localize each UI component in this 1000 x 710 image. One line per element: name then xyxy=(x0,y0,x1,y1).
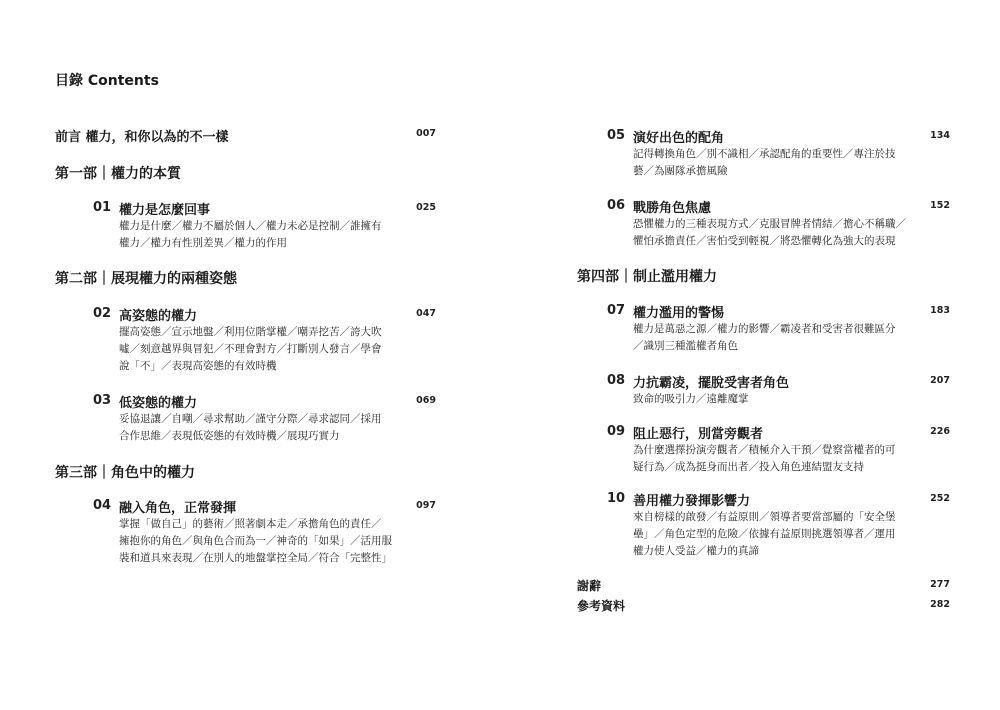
chapter-number: 10 xyxy=(607,491,626,506)
chapter-desc-line: 來自榜樣的啟發／有益原則／領導者要當部屬的「安全堡 xyxy=(633,511,896,523)
chapter-title: 阻止惡行，別當旁觀者 xyxy=(633,427,764,442)
toc-title: 目錄 Contents xyxy=(55,73,159,89)
preface-title: 前言 權力，和你以為的不一樣 xyxy=(55,130,229,145)
preface-page: 007 xyxy=(416,128,436,139)
chapter-desc-line: 噓／刻意越界與冒犯／不理會對方／打斷別人發言／學會 xyxy=(119,343,382,355)
chapter-desc-line: 擺高姿態／宣示地盤／利用位階掌權／嘲弄挖苦／誇大吹 xyxy=(119,326,382,338)
chapter-number: 07 xyxy=(607,303,626,318)
chapter-page: 183 xyxy=(930,305,950,316)
chapter-desc-line: 懼怕承擔責任／害怕受到輕視／將恐懼轉化為強大的表現 xyxy=(633,235,896,247)
part-heading: 第一部｜權力的本質 xyxy=(55,166,181,182)
chapter-title: 高姿態的權力 xyxy=(119,309,198,324)
chapter-number: 05 xyxy=(607,128,626,143)
chapter-title: 權力濫用的警惕 xyxy=(633,306,725,321)
chapter-page: 152 xyxy=(930,200,950,211)
acknowledgements-title: 謝辭 xyxy=(577,579,602,593)
chapter-page: 134 xyxy=(930,130,950,141)
chapter-number: 01 xyxy=(93,200,112,215)
part-heading: 第二部｜展現權力的兩種姿態 xyxy=(55,271,237,287)
chapter-number: 02 xyxy=(93,306,112,321)
chapter-desc-line: 擁抱你的角色／與角色合而為一／神奇的「如果」／活用服 xyxy=(119,535,392,547)
chapter-desc-line: 壘」／角色定型的危險／依據有益原則挑選領導者／運用 xyxy=(633,528,896,540)
chapter-desc-line: 權力／權力有性別差異／權力的作用 xyxy=(119,237,287,249)
chapter-desc-line: 為什麼選擇扮演旁觀者／積極介入干預／覺察當權者的可 xyxy=(633,444,896,456)
chapter-page: 047 xyxy=(416,308,436,319)
chapter-desc-line: 妥協退讓／自嘲／尋求幫助／謹守分際／尋求認同／採用 xyxy=(119,413,382,425)
part-heading: 第四部｜制止濫用權力 xyxy=(577,269,717,285)
acknowledgements-page: 277 xyxy=(930,579,950,590)
chapter-desc-line: 致命的吸引力／遠離魔掌 xyxy=(633,393,749,405)
chapter-page: 025 xyxy=(416,202,436,213)
chapter-number: 09 xyxy=(607,424,626,439)
chapter-page: 069 xyxy=(416,395,436,406)
chapter-desc-line: 權力使人受益／權力的真諦 xyxy=(633,545,759,557)
chapter-number: 08 xyxy=(607,373,626,388)
chapter-page: 226 xyxy=(930,426,950,437)
chapter-title: 戰勝角色焦慮 xyxy=(633,201,712,216)
references-page: 282 xyxy=(930,599,950,610)
chapter-page: 207 xyxy=(930,375,950,386)
chapter-desc-line: 說「不」／表現高姿態的有效時機 xyxy=(119,360,277,372)
chapter-title: 力抗霸凌，擺脫受害者角色 xyxy=(633,376,790,391)
chapter-desc-line: 記得轉換角色／別不識相／承認配角的重要性／專注於技 xyxy=(633,148,896,160)
chapter-desc-line: 合作思維／表現低姿態的有效時機／展現巧實力 xyxy=(119,430,340,442)
chapter-desc-line: 權力是什麼／權力不屬於個人／權力未必是控制／誰擁有 xyxy=(119,220,382,232)
chapter-number: 04 xyxy=(93,498,112,513)
part-heading: 第三部｜角色中的權力 xyxy=(55,465,195,481)
chapter-desc-line: 掌握「做自己」的藝術／照著劇本走／承擔角色的責任／ xyxy=(119,518,382,530)
chapter-title: 權力是怎麼回事 xyxy=(119,203,211,218)
chapter-number: 06 xyxy=(607,198,626,213)
chapter-page: 097 xyxy=(416,500,436,511)
chapter-page: 252 xyxy=(930,493,950,504)
chapter-desc-line: 疑行為／成為挺身而出者／投入角色連結盟友支持 xyxy=(633,461,864,473)
chapter-desc-line: 裝和道具來表現／在別人的地盤掌控全局／符合「完整性」 xyxy=(119,552,392,564)
chapter-desc-line: ／識別三種濫權者角色 xyxy=(633,340,738,352)
chapter-title: 演好出色的配角 xyxy=(633,131,725,146)
chapter-title: 融入角色，正常發揮 xyxy=(119,501,237,516)
chapter-desc-line: 恐懼權力的三種表現方式／克服冒牌者情結／擔心不稱職／ xyxy=(633,218,906,230)
chapter-desc-line: 藝／為團隊承擔風險 xyxy=(633,165,728,177)
chapter-desc-line: 權力是萬惡之源／權力的影響／霸凌者和受害者很難區分 xyxy=(633,323,896,335)
references-title: 參考資料 xyxy=(577,599,626,613)
chapter-title: 低姿態的權力 xyxy=(119,396,198,411)
chapter-number: 03 xyxy=(93,393,112,408)
chapter-title: 善用權力發揮影響力 xyxy=(633,494,751,509)
